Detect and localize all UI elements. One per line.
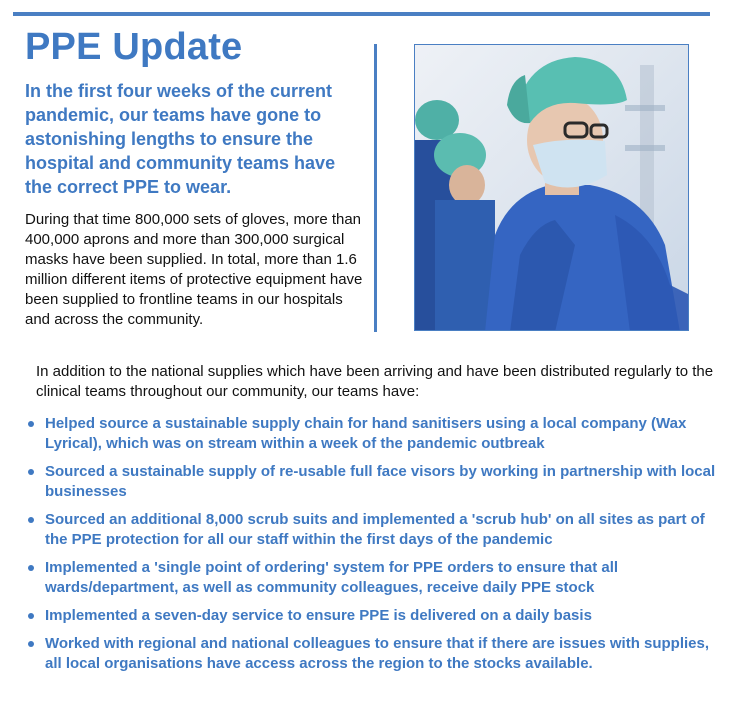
achievements-list xyxy=(28,414,718,682)
list-item: Sourced an additional 8,000 scrub suits and implemented a 'scrub hub' on all sites as part of the PPE protection for all our staff within the first days of the pandemic xyxy=(28,510,718,550)
photo-illustration xyxy=(415,45,689,331)
list-item: Sourced a sustainable supply of re-usable full face visors by working in partnership with local businesses xyxy=(28,462,718,502)
intro-paragraph: In the first four weeks of the current pandemic, our teams have gone to astonishing lengths to ensure the hospital and community teams have the correct PPE to wear. xyxy=(25,81,336,197)
surgical-staff-photo xyxy=(414,44,689,331)
column-divider xyxy=(374,44,377,332)
bullet-icon xyxy=(28,517,34,523)
page-title: PPE Update xyxy=(25,26,243,68)
list-item: Helped source a sustainable supply chain for hand sanitisers using a local company (Wax Lyrical), which was on stream within a week of the pandemic outbreak xyxy=(28,414,718,454)
list-item: Implemented a seven-day service to ensure PPE is delivered on a daily basis xyxy=(28,606,718,626)
face-mask xyxy=(533,140,607,188)
top-rule xyxy=(13,12,710,16)
list-item: Worked with regional and national colleagues to ensure that if there are issues with supplies, all local organisations have access across the region to the stocks available. xyxy=(28,634,718,674)
bullet-icon xyxy=(28,421,34,427)
lead-paragraph: In addition to the national supplies which have been arriving and have been distributed regularly to the clinical teams throughout our community, our teams have: xyxy=(36,363,714,400)
bullet-icon xyxy=(28,641,34,647)
bullet-icon xyxy=(28,565,34,571)
bullet-icon xyxy=(28,613,34,619)
list-item: Implemented a 'single point of ordering' system for PPE orders to ensure that all wards/department, as well as community colleagues, receive daily PPE stock xyxy=(28,558,718,598)
body-paragraph: During that time 800,000 sets of gloves, more than 400,000 aprons and more than 300,000 surgical masks have been supplied. In total, more than 1.6 million different items of protective equipment have been supplied to frontline teams in our hospitals and across the community. xyxy=(25,211,363,328)
bullet-icon xyxy=(28,469,34,475)
